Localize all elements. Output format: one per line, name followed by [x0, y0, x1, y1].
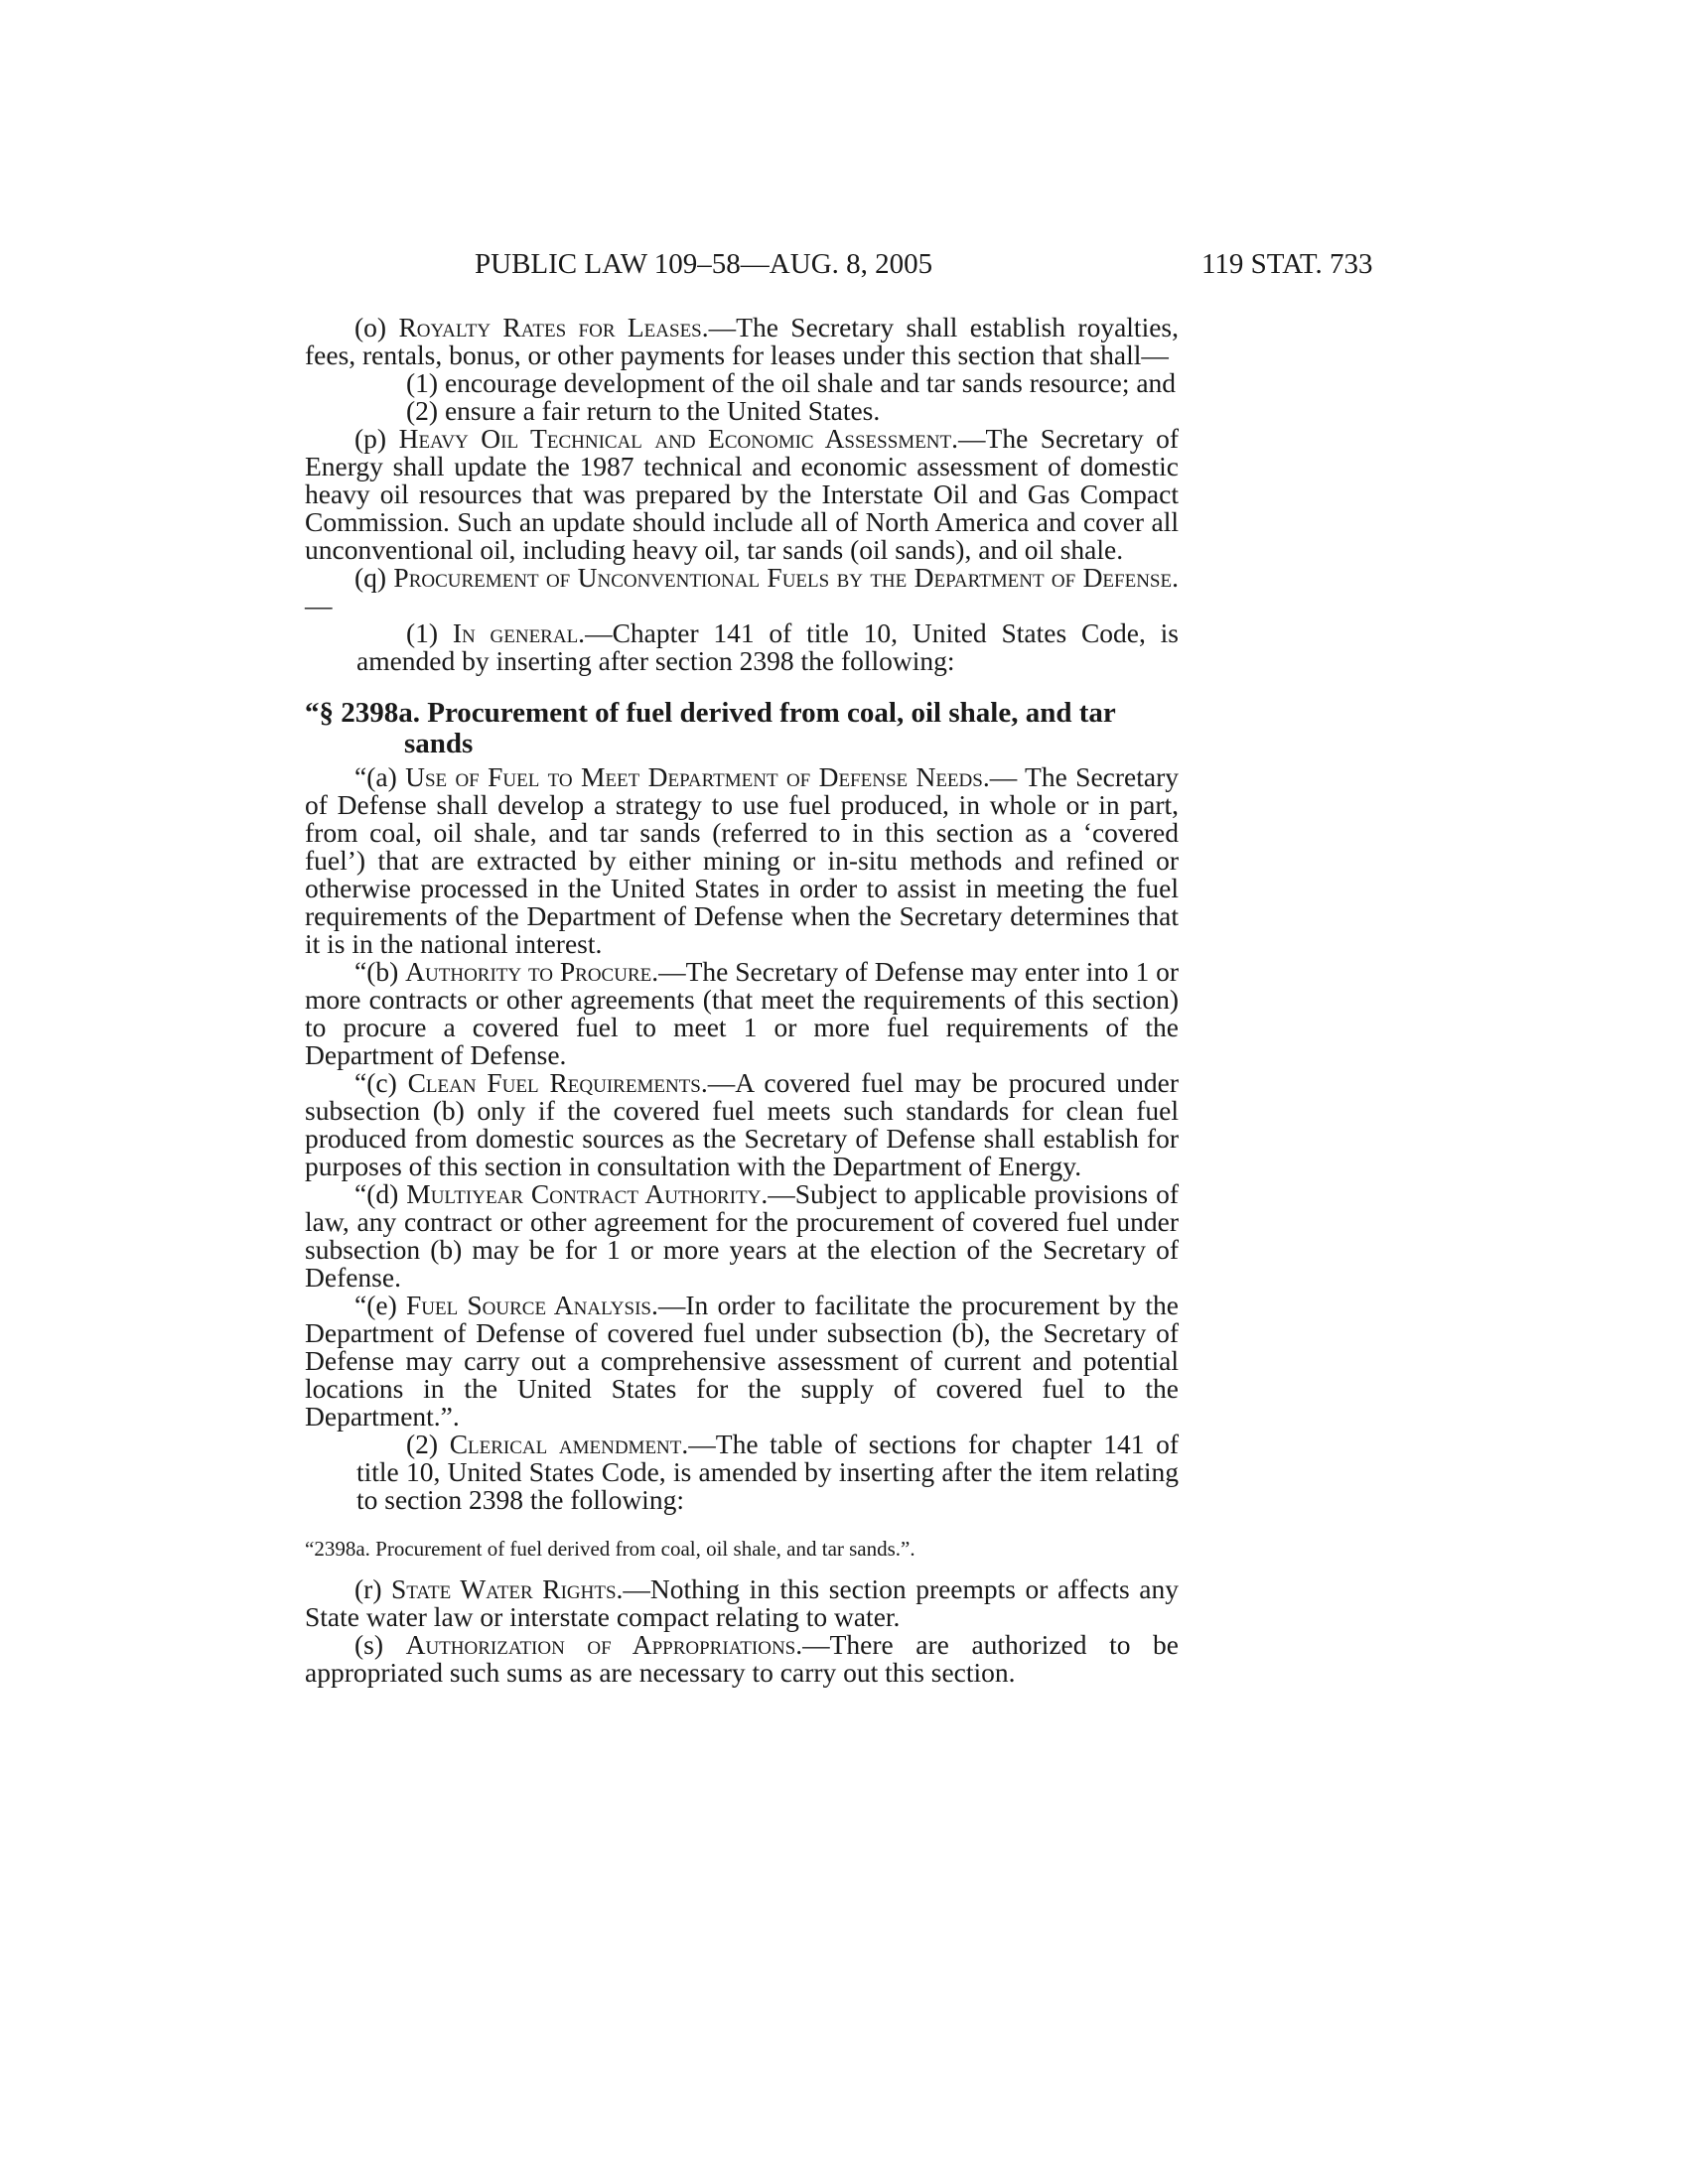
paragraph-s: (s) Authorization of Appropriations.—There are authorized to be appropriated such sums as are necessary to carry out this section. — [305, 1629, 1179, 1688]
caption-q-1: In general. — [452, 617, 586, 648]
caption-a: Use of Fuel to Meet Department of Defense Needs. — [405, 761, 990, 792]
paragraph-o-1: (1) encourage development of the oil shale and tar sands resource; and — [406, 367, 1177, 398]
caption-p: Heavy Oil Technical and Economic Assessment. — [398, 423, 959, 454]
paragraph-e: “(e) Fuel Source Analysis.—In order to facilitate the procurement by the Department of Defense of covered fuel under subsection (b), the Secretary of Defense may carry out a comprehensive assessment of current and potential locations in the United States for the supply of covered fuel to the Department.”. — [305, 1290, 1179, 1432]
document-body — [305, 314, 1179, 1687]
caption-c: Clean Fuel Requirements. — [407, 1067, 708, 1098]
caption-o: Royalty Rates for Leases. — [398, 312, 709, 342]
paragraph-q-1: (1) In general.—Chapter 141 of title 10, United States Code, is amended by inserting after section 2398 the following: — [356, 617, 1179, 676]
section-heading: “§ 2398a. Procurement of fuel derived from coal, oil shale, and tar sands — [305, 697, 1116, 759]
paragraph-q: (q) Procurement of Unconventional Fuels by the Department of Defense.— — [305, 562, 1179, 620]
paragraph-a: “(a) Use of Fuel to Meet Department of Defense Needs.— The Secretary of Defense shall develop a strategy to use fuel produced, in whole or in part, from coal, oil shale, and tar sands (referred to in this section as a ‘covered fuel’) that are extracted by either mining or in-situ methods and refined or otherwise processed in the United States in order to assist in meeting the fuel requirements of the Department of Defense when the Secretary determines that it is in the national interest. — [305, 761, 1179, 959]
caption-q: Procurement of Unconventional Fuels by the Department of Defense. — [393, 562, 1179, 593]
statute-page-number: 119 STAT. 733 — [1201, 248, 1373, 280]
paragraph-d: “(d) Multiyear Contract Authority.—Subject to applicable provisions of law, any contract or other agreement for the procurement of covered fuel under subsection (b) may be for 1 or more years at the election of the Secretary of Defense. — [305, 1178, 1179, 1293]
table-of-sections-item: “2398a. Procurement of fuel derived from coal, oil shale, and tar sands.”. — [305, 1537, 915, 1561]
paragraph-b: “(b) Authority to Procure.—The Secretary of Defense may enter into 1 or more contracts or other agreements (that meet the requirements of this section) to procure a covered fuel to meet 1 or more fuel requirements of the Department of Defense. — [305, 956, 1179, 1070]
page-header — [0, 248, 1688, 288]
paragraph-o-2: (2) ensure a fair return to the United States. — [406, 395, 881, 426]
paragraph-o: (o) Royalty Rates for Leases.—The Secretary shall establish royalties, fees, rentals, bonus, or other payments for leases under this section that shall— — [305, 312, 1179, 370]
paragraph-r: (r) State Water Rights.—Nothing in this section preempts or affects any State water law or interstate compact relating to water. — [305, 1573, 1179, 1632]
caption-d: Multiyear Contract Authority. — [406, 1178, 769, 1209]
caption-b: Authority to Procure. — [405, 956, 659, 987]
paragraph-c: “(c) Clean Fuel Requirements.—A covered fuel may be procured under subsection (b) only if the covered fuel meets such standards for clean fuel produced from domestic sources as the Secretary of Defense shall establish for purposes of this section in consultation with the Department of Energy. — [305, 1067, 1179, 1181]
caption-q-2: Clerical amendment. — [449, 1429, 689, 1459]
paragraph-q-2: (2) Clerical amendment.—The table of sections for chapter 141 of title 10, United States Code, is amended by inserting after the item relating to section 2398 the following: — [356, 1429, 1180, 1515]
caption-r: State Water Rights. — [391, 1573, 624, 1604]
caption-s: Authorization of Appropriations. — [405, 1629, 803, 1660]
paragraph-p: (p) Heavy Oil Technical and Economic Assessment.—The Secretary of Energy shall update the 1987 technical and economic assessment of domestic heavy oil resources that was prepared by the Interstate Oil and Gas Compact Commission. Such an update should include all of North America and cover all unconventional oil, including heavy oil, tar sands (oil sands), and oil shale. — [305, 423, 1179, 565]
running-head: PUBLIC LAW 109–58—AUG. 8, 2005 — [475, 248, 933, 280]
caption-e: Fuel Source Analysis. — [405, 1290, 658, 1320]
